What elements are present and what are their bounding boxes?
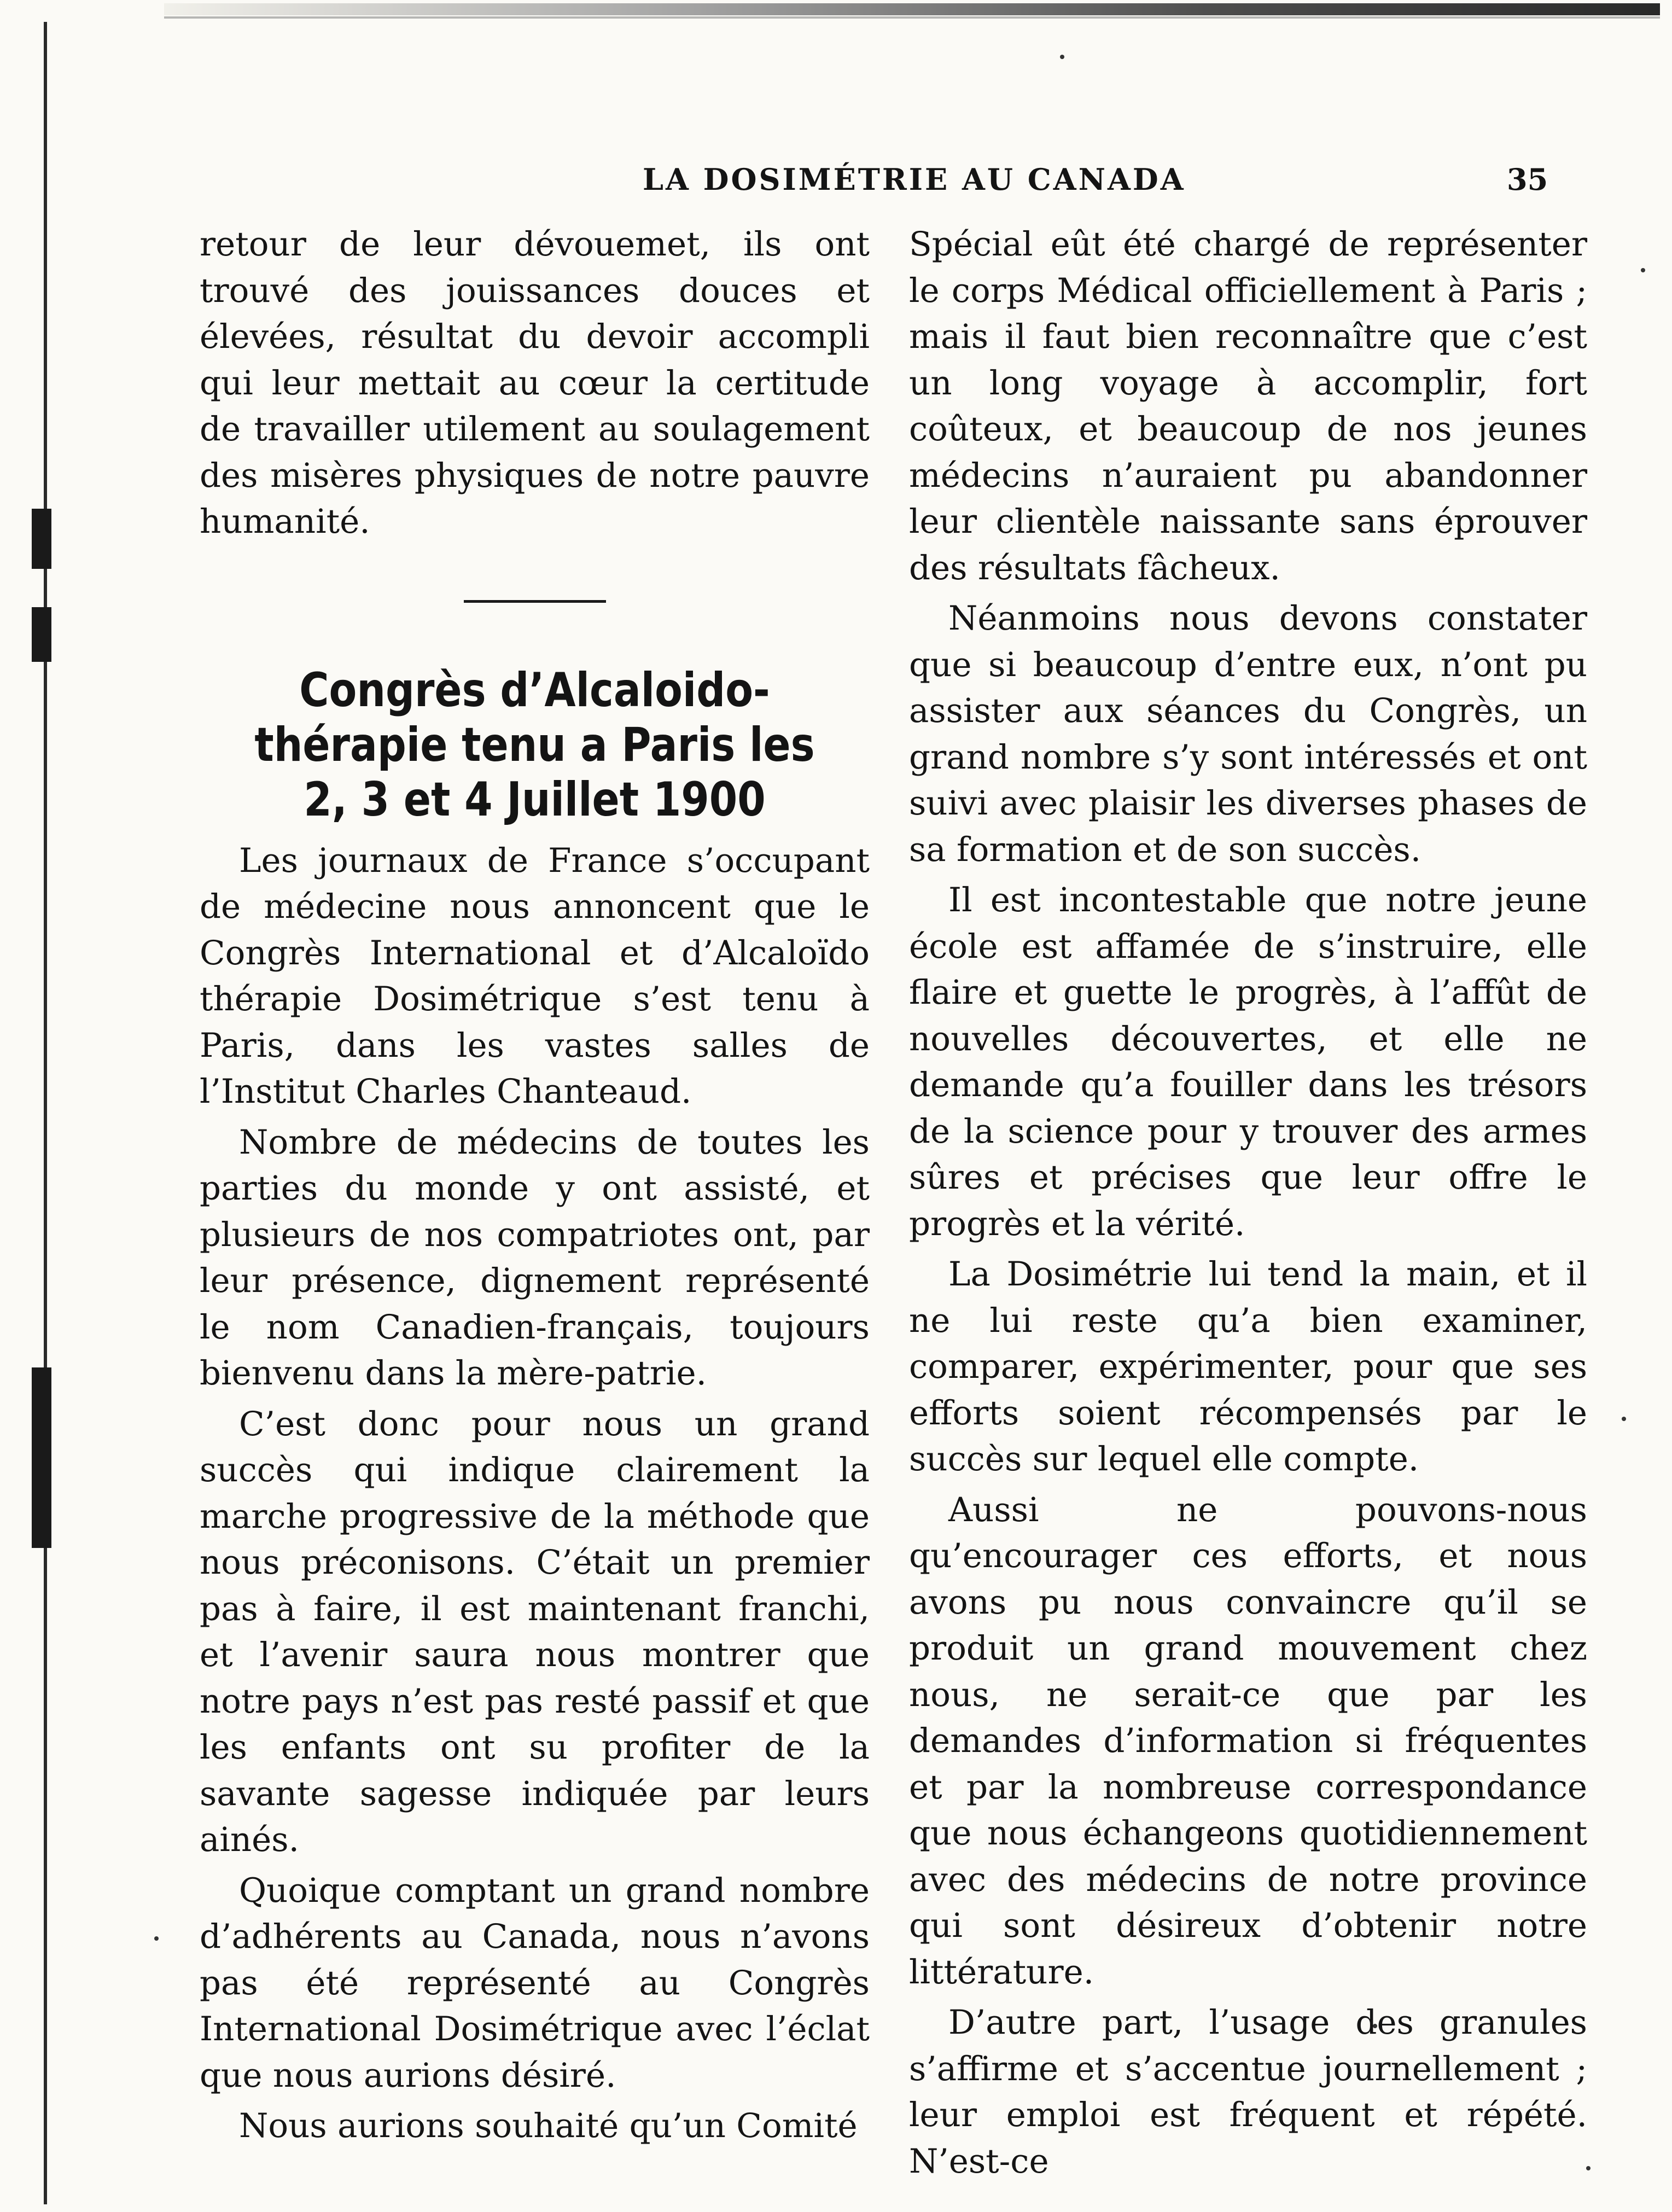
page-number: 35: [1507, 162, 1548, 197]
body-paragraph: Nombre de médecins de toutes les parties du monde y ont assisté, et plusieurs de nos compatriotes ont, par leur présence, dignement représenté le nom Canadien-français, toujours bienvenu dans la mère-patrie.: [200, 1122, 870, 1393]
scan-speck: [1622, 1417, 1626, 1421]
right-column: [909, 222, 1587, 2185]
left-margin-mark: [32, 509, 51, 569]
body-paragraph: D’autre part, l’usage des granules s’affirme et s’accentue journellement ; leur emploi est fréquent et répété. N’est-ce: [909, 2003, 1587, 2181]
body-paragraph: La Dosimétrie lui tend la main, et il ne lui reste qu’a bien examiner, comparer, expérimenter, pour que ses efforts soient récompensés par le succès sur lequel elle compte.: [909, 1255, 1587, 1478]
body-paragraph: Nous aurions souhaité qu’un Comité: [239, 2106, 858, 2145]
body-paragraph: Les journaux de France s’occupant de médecine nous annoncent que le Congrès International et d’Alcaloïdo thérapie Dosimétrique s’est tenu à Paris, dans les vastes salles de l’Institut Charles Chanteaud.: [200, 841, 870, 1111]
body-paragraph: Néanmoins nous devons constater que si beaucoup d’entre eux, n’ont pu assister aux séances du Congrès, un grand nombre s’y sont intéressés et ont suivi avec plaisir les diverses phases de sa formation et de son succès.: [909, 599, 1587, 869]
body-paragraph: Il est incontestable que notre jeune école est affamée de s’instruire, elle flaire et guette le progrès, à l’affût de nouvelles découvertes, et elle ne demande qu’a fouiller dans les trésors de la science pour y trouver des armes sûres et précises que leur offre le progrès et la vérité.: [909, 881, 1587, 1243]
body-paragraph: Quoique comptant un grand nombre d’adhérents au Canada, nous n’avons pas été représenté au Congrès International Dosimétrique avec l’éclat que nous aurions désiré.: [200, 1871, 870, 2095]
left-margin-mark: [32, 1367, 51, 1548]
continued-paragraph: Spécial eût été chargé de représenter le corps Médical officiellement à Paris ; mais il faut bien reconnaître que c’est un long voyage à accomplir, fort coûteux, et beaucoup de nos jeunes médecins n’auraient pu abandonner leur clientèle naissante sans éprouver des résultats fâcheux.: [909, 225, 1587, 587]
top-scan-rule-thin: [164, 16, 1660, 19]
scan-speck: [154, 1936, 159, 1941]
section-separator: [464, 600, 606, 603]
running-title: LA DOSIMÉTRIE AU CANADA: [643, 162, 1186, 197]
article-title: Congrès d’Alcaloido-thérapie tenu a Paris les 2, 3 et 4 Juillet 1900: [254, 662, 815, 827]
body-paragraph: Aussi ne pouvons-nous qu’encourager ces efforts, et nous avons pu nous convaincre qu’il se produit un grand mouvement chez nous, ne serait-ce que par les demandes d’information si fréquentes et par la nombreuse correspondance que nous échangeons quotidiennement avec des médecins de notre province qui sont désireux d’obtenir notre littérature.: [909, 1490, 1587, 1992]
top-scan-rule: [164, 3, 1660, 15]
left-margin-binding-line: [44, 22, 47, 2204]
left-column: [200, 222, 870, 2150]
scan-speck: [1060, 55, 1064, 59]
opening-paragraph: retour de leur dévouemet, ils ont trouvé des jouissances douces et élevées, résultat du devoir accompli qui leur mettait au cœur la certitude de travailler utilement au soulagement des misères physiques de notre pauvre humanité.: [200, 225, 870, 541]
scan-speck: [1641, 268, 1645, 272]
body-paragraph: C’est donc pour nous un grand succès qui indique clairement la marche progressive de la méthode que nous préconisons. C’était un premier pas à faire, il est maintenant franchi, et l’avenir saura nous montrer que notre pays n’est pas resté passif et que les enfants ont su profiter de la savante sagesse indiquée par leurs ainés.: [200, 1404, 870, 1859]
left-margin-mark: [32, 607, 51, 662]
